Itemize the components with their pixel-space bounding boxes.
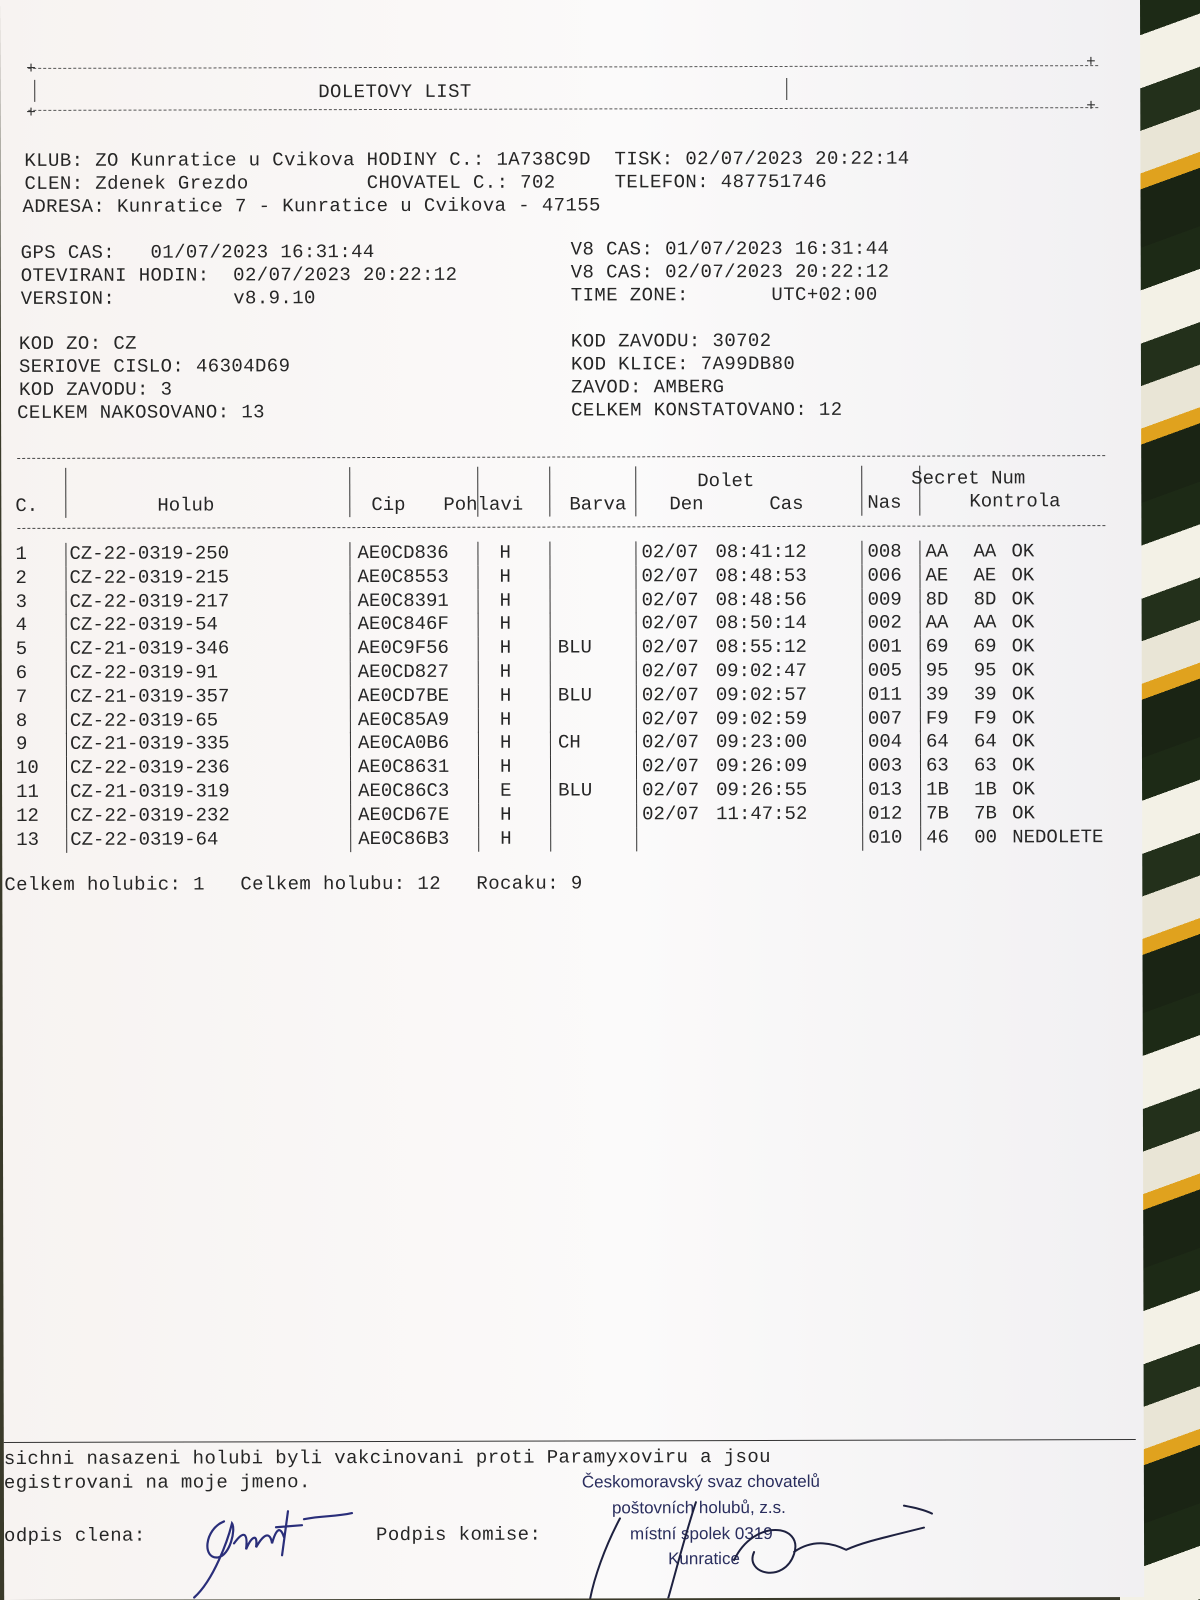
col-header-nas: Nas bbox=[867, 491, 902, 514]
cell-num: AA bbox=[973, 611, 997, 634]
col-sep bbox=[862, 731, 863, 755]
col-sep bbox=[862, 779, 863, 803]
col-sep bbox=[350, 828, 351, 852]
cell-cas: 09:02:47 bbox=[715, 659, 808, 683]
col-sep bbox=[478, 708, 479, 732]
col-sep bbox=[66, 709, 67, 733]
col-sep bbox=[66, 828, 67, 852]
col-header-cas: Cas bbox=[769, 492, 804, 515]
table-row bbox=[2, 754, 1142, 780]
cell-kontrola: OK bbox=[1011, 587, 1035, 610]
cell-cip: AE0C846F bbox=[357, 613, 449, 636]
cell-den: 02/07 bbox=[641, 755, 700, 778]
cell-kontrola: OK bbox=[1011, 730, 1035, 753]
cell-cas: 09:02:59 bbox=[715, 707, 808, 730]
col-sep bbox=[920, 802, 921, 826]
cell-holub: CZ-22-0319-64 bbox=[70, 828, 219, 851]
declaration-line-1: sichni nasazeni holubi byli vakcinovani proti Paramyxoviru a jsou bbox=[3, 1445, 771, 1470]
cell-secret: 64 bbox=[925, 730, 949, 753]
col-sep bbox=[350, 780, 351, 804]
cell-num: 39 bbox=[973, 683, 997, 706]
col-sep bbox=[636, 756, 637, 780]
cell-nas: 005 bbox=[867, 659, 903, 682]
col-sep bbox=[350, 804, 351, 828]
cell-kontrola: OK bbox=[1011, 683, 1035, 706]
summary-line: Celkem holubic: 1 Celkem holubu: 12 Rocaku: 9 bbox=[4, 872, 583, 896]
cell-secret: 39 bbox=[925, 683, 949, 706]
col-sep bbox=[350, 732, 351, 756]
cell-cas: 09:23:00 bbox=[715, 731, 808, 754]
cell-no: 2 bbox=[15, 566, 27, 589]
cell-pohlavi: H bbox=[499, 708, 512, 731]
corner-mark: + bbox=[1086, 53, 1096, 72]
cell-num: 8D bbox=[973, 587, 997, 611]
col-sep bbox=[478, 685, 479, 709]
cell-num: 95 bbox=[973, 659, 997, 682]
cell-holub: CZ-22-0319-54 bbox=[69, 613, 218, 637]
cell-secret: AA bbox=[925, 611, 949, 634]
col-sep bbox=[477, 566, 478, 590]
cell-cas: 08:41:12 bbox=[715, 540, 807, 564]
corner-mark: + bbox=[1086, 97, 1096, 116]
cell-holub: CZ-22-0319-232 bbox=[70, 804, 230, 827]
col-sep bbox=[920, 612, 921, 636]
cell-no: 3 bbox=[15, 590, 28, 613]
col-sep bbox=[550, 756, 551, 780]
corner-mark: + bbox=[26, 103, 36, 122]
col-sep bbox=[478, 756, 479, 780]
col-header-kontrola: Kontrola bbox=[969, 490, 1061, 513]
cell-cas: 08:50:14 bbox=[715, 612, 807, 635]
col-sep bbox=[920, 707, 921, 731]
col-sep bbox=[549, 467, 550, 517]
cell-holub: CZ-21-0319-335 bbox=[69, 732, 230, 756]
col-sep bbox=[861, 466, 862, 516]
header-line-club: KLUB: ZO Kunratice u Cvikova HODINY C.: 1A738C9D TISK: 02/07/2023 20:22:14 bbox=[24, 147, 910, 172]
col-sep bbox=[550, 803, 551, 827]
cell-nas: 008 bbox=[867, 540, 902, 563]
col-sep bbox=[862, 636, 863, 660]
table-row bbox=[2, 588, 1142, 614]
cell-secret: F9 bbox=[925, 707, 949, 730]
table-row bbox=[2, 611, 1142, 637]
cell-cas: 08:48:53 bbox=[715, 564, 807, 587]
cell-num: 63 bbox=[973, 754, 997, 777]
col-sep bbox=[550, 589, 551, 613]
col-sep bbox=[478, 804, 479, 828]
col-sep bbox=[477, 542, 478, 566]
cell-kontrola: OK bbox=[1011, 754, 1035, 777]
cell-no: 8 bbox=[15, 709, 28, 732]
col-sep bbox=[65, 567, 66, 591]
cell-den: 02/07 bbox=[642, 779, 700, 802]
col-sep bbox=[862, 755, 863, 779]
cell-num: 7B bbox=[974, 802, 997, 825]
serial-number: SERIOVE CISLO: 46304D69 bbox=[18, 355, 291, 378]
col-sep bbox=[550, 780, 551, 804]
col-header-dolet: Dolet bbox=[697, 470, 755, 493]
cell-secret: 69 bbox=[925, 635, 949, 658]
cell-no: 5 bbox=[15, 638, 28, 661]
v8-time-1: V8 CAS: 01/07/2023 16:31:44 bbox=[570, 237, 890, 261]
cell-num: 69 bbox=[973, 635, 997, 658]
col-sep bbox=[350, 661, 351, 685]
cell-holub: CZ-21-0319-357 bbox=[69, 685, 230, 708]
race-code-right: KOD ZAVODU: 30702 bbox=[570, 329, 772, 353]
col-sep bbox=[920, 779, 921, 803]
cell-holub: CZ-22-0319-91 bbox=[69, 661, 219, 684]
cell-cip: AE0C86B3 bbox=[358, 827, 450, 850]
cell-cas: 09:02:57 bbox=[715, 683, 808, 706]
cell-cip: AE0CD7BE bbox=[357, 684, 450, 707]
cell-kontrola: OK bbox=[1011, 564, 1035, 587]
col-sep bbox=[862, 826, 863, 850]
col-sep bbox=[66, 781, 67, 805]
stamp-line-4: Kunratice bbox=[668, 1549, 740, 1569]
cell-kontrola: OK bbox=[1011, 611, 1035, 634]
col-sep bbox=[66, 733, 67, 757]
col-sep bbox=[478, 732, 479, 756]
col-sep bbox=[635, 565, 636, 589]
cell-secret: 1B bbox=[926, 778, 949, 801]
cell-secret: 95 bbox=[925, 659, 949, 682]
cell-pohlavi: H bbox=[499, 636, 512, 659]
cell-nas: 002 bbox=[867, 612, 902, 635]
corner-mark: + bbox=[26, 59, 36, 78]
cell-holub: CZ-21-0319-319 bbox=[70, 780, 230, 803]
table-row bbox=[2, 659, 1142, 685]
col-sep bbox=[636, 637, 637, 661]
col-sep bbox=[636, 827, 637, 851]
col-sep bbox=[66, 614, 67, 638]
kod-zo: KOD ZO: CZ bbox=[18, 332, 137, 355]
col-sep bbox=[862, 588, 863, 612]
col-sep bbox=[349, 467, 350, 517]
cell-cip: AE0C8631 bbox=[357, 756, 450, 779]
stamp-line-2: poštovních holubů, z.s. bbox=[611, 1497, 786, 1518]
header-line-member: CLEN: Zdenek Grezdo CHOVATEL C.: 702 TELEFON: 487751746 bbox=[24, 170, 828, 195]
cell-holub: CZ-22-0319-250 bbox=[69, 542, 230, 565]
cell-cas: 09:26:09 bbox=[715, 755, 808, 778]
cell-nas: 001 bbox=[867, 635, 902, 658]
cell-num: 1B bbox=[974, 778, 997, 801]
col-sep bbox=[350, 613, 351, 637]
cell-den: 02/07 bbox=[642, 802, 700, 826]
cell-pohlavi: H bbox=[499, 541, 511, 564]
cell-secret: 8D bbox=[925, 588, 949, 611]
cell-pohlavi: H bbox=[499, 589, 512, 612]
member-signature-label: odpis clena: bbox=[3, 1524, 146, 1547]
col-sep bbox=[636, 779, 637, 803]
col-sep bbox=[549, 565, 550, 589]
col-sep bbox=[862, 803, 863, 827]
title-border-bottom bbox=[28, 107, 1098, 111]
cell-kontrola: OK bbox=[1011, 540, 1035, 563]
version: VERSION: v8.9.10 bbox=[20, 287, 316, 310]
member-signature bbox=[184, 1499, 364, 1599]
cell-pohlavi: H bbox=[500, 827, 512, 850]
header-line-address: ADRESA: Kunratice 7 - Kunratice u Cvikova - 47155 bbox=[22, 194, 601, 218]
cell-den: 02/07 bbox=[641, 707, 699, 730]
col-sep bbox=[478, 589, 479, 613]
total-clocked: CELKEM KONSTATOVANO: 12 bbox=[571, 398, 843, 422]
cell-no: 11 bbox=[16, 780, 39, 803]
col-sep bbox=[478, 827, 479, 851]
table-rule-header bbox=[17, 525, 1105, 529]
cell-no: 9 bbox=[15, 733, 28, 756]
col-sep bbox=[920, 826, 921, 850]
cell-cip: AE0C8553 bbox=[357, 565, 449, 588]
col-sep bbox=[350, 637, 351, 661]
col-sep bbox=[636, 684, 637, 708]
cell-den: 02/07 bbox=[641, 660, 699, 683]
col-header-cip: Cip bbox=[371, 493, 406, 517]
table-row bbox=[2, 802, 1142, 828]
cell-holub: CZ-22-0319-236 bbox=[69, 756, 230, 780]
col-header-barva: Barva bbox=[569, 493, 627, 516]
cell-cip: AE0C86C3 bbox=[358, 779, 450, 803]
cell-den: 02/07 bbox=[641, 588, 699, 611]
col-sep bbox=[349, 566, 350, 590]
col-sep bbox=[550, 661, 551, 685]
cell-den: 02/07 bbox=[641, 612, 699, 635]
cell-secret: AE bbox=[925, 564, 949, 587]
col-sep bbox=[635, 541, 636, 565]
col-sep bbox=[549, 542, 550, 566]
col-sep bbox=[636, 660, 637, 684]
cell-num: 00 bbox=[974, 825, 998, 849]
cell-den: 02/07 bbox=[641, 541, 699, 564]
cell-no: 12 bbox=[16, 804, 39, 827]
cell-no: 6 bbox=[15, 661, 28, 684]
gps-time: GPS CAS: 01/07/2023 16:31:44 bbox=[20, 241, 375, 264]
table-row bbox=[2, 683, 1142, 709]
table-row bbox=[2, 826, 1142, 852]
document-title: DOLETOVY LIST bbox=[318, 80, 472, 104]
col-sep bbox=[920, 636, 921, 660]
committee-signature-label: Podpis komise: bbox=[375, 1523, 542, 1547]
cell-pohlavi: H bbox=[499, 660, 512, 683]
cell-nas: 004 bbox=[867, 731, 903, 754]
col-sep bbox=[862, 684, 863, 708]
col-sep bbox=[478, 780, 479, 804]
col-sep bbox=[862, 612, 863, 636]
cell-cip: AE0CD827 bbox=[357, 660, 450, 684]
cell-nas: 007 bbox=[867, 707, 903, 730]
table-row bbox=[1, 540, 1141, 566]
col-sep bbox=[66, 805, 67, 829]
col-sep bbox=[478, 661, 479, 685]
cell-cip: AE0C9F56 bbox=[357, 637, 449, 660]
cell-nas: 009 bbox=[867, 588, 902, 611]
col-sep bbox=[636, 589, 637, 613]
opening-time: OTEVIRANI HODIN: 02/07/2023 20:22:12 bbox=[20, 263, 458, 287]
table-row bbox=[2, 707, 1142, 733]
col-sep bbox=[66, 662, 67, 686]
cell-num: F9 bbox=[973, 706, 997, 730]
cell-pohlavi: H bbox=[499, 613, 512, 636]
cell-nas: 012 bbox=[868, 802, 903, 825]
cell-pohlavi: H bbox=[499, 684, 512, 707]
col-header-den: Den bbox=[669, 493, 704, 516]
cell-no: 13 bbox=[16, 828, 40, 851]
col-sep bbox=[350, 756, 351, 780]
col-sep bbox=[920, 660, 921, 684]
cell-pohlavi: H bbox=[499, 732, 512, 755]
cell-cip: AE0C85A9 bbox=[357, 708, 450, 731]
cell-no: 10 bbox=[15, 757, 39, 780]
cell-nas: 013 bbox=[868, 778, 903, 801]
cell-secret: 7B bbox=[926, 802, 949, 825]
col-sep bbox=[862, 660, 863, 684]
declaration-line-2: egistrovani na moje jmeno. bbox=[3, 1471, 311, 1494]
col-header-holub: Holub bbox=[157, 494, 215, 517]
cell-secret: AA bbox=[925, 540, 949, 563]
cell-den: 02/07 bbox=[641, 636, 699, 659]
cell-cas: 08:55:12 bbox=[715, 636, 807, 659]
col-sep bbox=[350, 590, 351, 614]
cell-kontrola: OK bbox=[1011, 706, 1035, 729]
cell-cip: AE0CD67E bbox=[358, 803, 450, 826]
cell-barva: BLU bbox=[557, 684, 593, 707]
cell-holub: CZ-22-0319-65 bbox=[69, 709, 219, 732]
cell-kontrola: OK bbox=[1011, 659, 1035, 682]
cell-num: AE bbox=[973, 564, 997, 587]
cell-pohlavi: H bbox=[500, 803, 512, 826]
col-sep bbox=[635, 466, 636, 516]
cell-cas: 08:48:56 bbox=[715, 588, 807, 611]
col-sep bbox=[861, 565, 862, 589]
col-sep bbox=[550, 732, 551, 756]
cell-cas: 11:47:52 bbox=[716, 802, 808, 825]
table-row bbox=[2, 635, 1142, 661]
cell-nas: 011 bbox=[867, 683, 903, 706]
table-row bbox=[2, 778, 1142, 804]
stamp-line-1: Českomoravský svaz chovatelů bbox=[581, 1471, 820, 1492]
col-sep bbox=[65, 543, 66, 567]
col-sep bbox=[920, 755, 921, 779]
col-sep bbox=[66, 590, 67, 614]
col-sep bbox=[550, 613, 551, 637]
cell-pohlavi: H bbox=[499, 755, 512, 778]
cell-nas: 003 bbox=[867, 754, 903, 777]
table-row bbox=[1, 564, 1141, 590]
cell-cas: 09:26:55 bbox=[716, 778, 808, 802]
cell-barva: CH bbox=[557, 731, 581, 754]
cell-holub: CZ-22-0319-217 bbox=[69, 589, 230, 613]
cell-pohlavi: H bbox=[499, 565, 511, 588]
cell-barva: BLU bbox=[557, 636, 592, 659]
col-sep bbox=[919, 564, 920, 588]
table-rule-top bbox=[17, 455, 1105, 459]
col-sep bbox=[66, 686, 67, 710]
cell-den: 02/07 bbox=[641, 564, 699, 588]
title-border-top bbox=[28, 65, 1098, 69]
cell-no: 1 bbox=[15, 542, 27, 565]
col-sep bbox=[920, 588, 921, 612]
col-sep bbox=[478, 637, 479, 661]
col-sep bbox=[350, 709, 351, 733]
cell-cip: AE0C8391 bbox=[357, 589, 449, 612]
col-sep bbox=[65, 468, 66, 518]
col-sep bbox=[550, 827, 551, 851]
cell-holub: CZ-22-0319-215 bbox=[69, 566, 230, 589]
cell-secret: 63 bbox=[925, 754, 949, 777]
col-sep bbox=[550, 637, 551, 661]
cell-cip: AE0CA0B6 bbox=[357, 732, 450, 755]
col-sep bbox=[920, 683, 921, 707]
col-sep bbox=[66, 757, 67, 781]
stamp-line-3: místní spolek 0319 bbox=[629, 1523, 773, 1544]
total-basketed: CELKEM NAKOSOVANO: 13 bbox=[17, 401, 265, 424]
col-header-pohlavi: Pohlavi bbox=[443, 493, 524, 516]
cell-den: 02/07 bbox=[641, 683, 699, 707]
col-header-no: C. bbox=[15, 494, 39, 517]
col-sep bbox=[636, 708, 637, 732]
cell-num: 64 bbox=[973, 730, 997, 753]
cell-barva: BLU bbox=[558, 779, 593, 802]
race-code: KOD ZAVODU: 3 bbox=[18, 378, 173, 401]
cell-nas: 010 bbox=[868, 826, 903, 849]
col-sep bbox=[550, 708, 551, 732]
cell-nas: 006 bbox=[867, 564, 902, 587]
col-sep bbox=[636, 732, 637, 756]
footer-rule bbox=[4, 1439, 1136, 1443]
col-sep bbox=[66, 638, 67, 662]
cell-num: AA bbox=[973, 540, 997, 563]
col-sep bbox=[636, 613, 637, 637]
cell-holub: CZ-21-0319-346 bbox=[69, 637, 230, 661]
col-sep bbox=[919, 541, 920, 565]
col-sep bbox=[478, 613, 479, 637]
cell-kontrola: OK bbox=[1012, 802, 1035, 825]
committee-signature bbox=[584, 1498, 944, 1599]
title-border-mid bbox=[786, 78, 787, 100]
cell-kontrola: NEDOLETE bbox=[1012, 825, 1104, 848]
race-name: ZAVOD: AMBERG bbox=[570, 376, 725, 399]
key-code: KOD KLICE: 7A99DB80 bbox=[570, 352, 796, 376]
col-sep bbox=[350, 685, 351, 709]
cell-pohlavi: E bbox=[500, 779, 512, 802]
cell-kontrola: OK bbox=[1012, 778, 1035, 801]
col-header-secret: Secret Num bbox=[911, 467, 1026, 490]
cell-kontrola: OK bbox=[1011, 635, 1035, 658]
v8-time-2: V8 CAS: 02/07/2023 20:22:12 bbox=[570, 260, 890, 284]
col-sep bbox=[861, 541, 862, 565]
col-sep bbox=[550, 684, 551, 708]
cell-no: 4 bbox=[15, 614, 28, 637]
col-sep bbox=[636, 803, 637, 827]
table-row bbox=[2, 730, 1142, 756]
col-sep bbox=[920, 731, 921, 755]
cell-cip: AE0CD836 bbox=[357, 541, 449, 565]
title-border-left bbox=[34, 80, 35, 102]
time-zone: TIME ZONE: UTC+02:00 bbox=[570, 283, 878, 307]
cell-secret: 46 bbox=[926, 826, 950, 849]
cell-no: 7 bbox=[15, 685, 28, 708]
col-sep bbox=[862, 707, 863, 731]
cell-den: 02/07 bbox=[641, 731, 699, 754]
col-sep bbox=[349, 542, 350, 566]
